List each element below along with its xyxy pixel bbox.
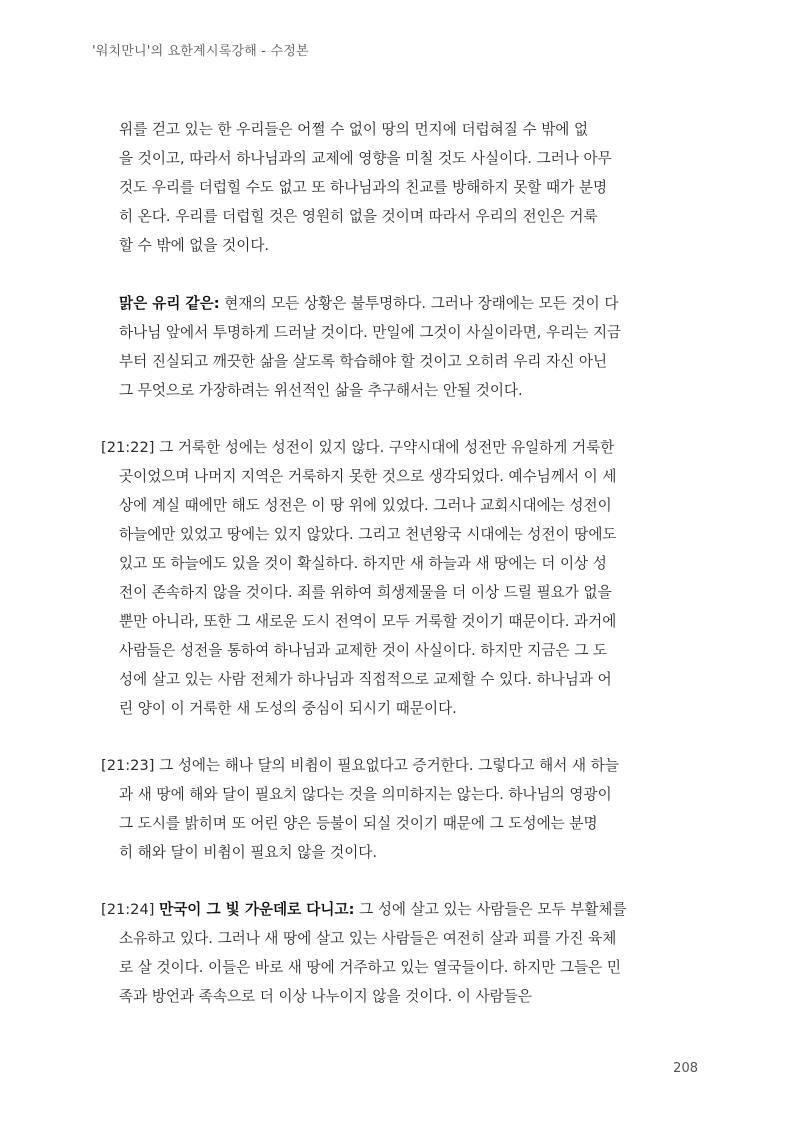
text-line: 하나님 앞에서 투명하게 드러날 것이다. 만일에 그것이 사실이라면, 우리는 지금 (119, 324, 622, 341)
text-line (119, 294, 618, 314)
text-line: 하늘에만 있었고 땅에는 있지 않았다. 그리고 천년왕국 시대에는 성전이 땅에도 (119, 526, 617, 543)
verse-ref: [21:24] (101, 901, 160, 918)
text-line: 히 온다. 우리를 더럽힐 것은 영원히 없을 것이며 따라서 우리의 전인은 거룩 (119, 208, 598, 225)
text-line: 위를 걷고 있는 한 우리들은 어쩔 수 없이 땅의 먼지에 더럽혀질 수 밖에 없 (119, 121, 589, 138)
text-line: 린 양이 이 거룩한 새 도성의 중심이 되시기 때문이다. (119, 700, 457, 717)
text-line (101, 900, 627, 920)
page-number: 208 (673, 1061, 698, 1076)
text-line: 것도 우리를 더럽힐 수도 없고 또 하나님과의 친교를 방해하지 못할 때가 분명 (119, 179, 608, 196)
text-line: 곳이었으며 나머지 지역은 거룩하지 못한 것으로 생각되었다. 예수님께서 이 세 (119, 468, 617, 485)
line-text: 현재의 모든 상황은 불투명하다. 그러나 장래에는 모든 것이 다 (219, 295, 619, 312)
text-line: 상에 계실 때에만 해도 성전은 이 땅 위에 있었다. 그러나 교회시대에는 성전이 (119, 497, 612, 514)
text-line: 있고 또 하늘에도 있을 것이 확실하다. 하지만 새 하늘과 새 땅에는 더 이상 성 (119, 555, 607, 572)
text-line: 뿐만 아니라, 또한 그 새로운 도시 전역이 모두 거룩할 것이기 때문이다. 과거에 (119, 613, 617, 630)
text-line: 소유하고 있다. 그러나 새 땅에 살고 있는 사람들은 여전히 살과 피를 가진 육체 (119, 930, 617, 947)
text-line: 과 새 땅에 해와 달이 필요치 않다는 것을 의미하지는 않는다. 하나님의 영광이 (119, 786, 612, 803)
text-line: [21:23] 그 성에는 해나 달의 비췸이 필요없다고 증거한다. 그렇다고 해서 새 하늘 (101, 757, 619, 774)
text-line: 족과 방언과 족속으로 더 이상 나누이지 않을 것이다. 이 사람들은 (119, 988, 532, 1005)
text-line: [21:22] 그 거룩한 성에는 성전이 있지 않다. 구약시대에 성전만 유일하게 거룩한 (101, 439, 615, 456)
text-line: 부터 진실되고 깨끗한 삶을 살도록 학습해야 할 것이고 오히려 우리 자신 아닌 (119, 353, 608, 370)
lead-term: 맑은 유리 같은: (119, 295, 220, 312)
text-line: 사람들은 성전을 통하여 하나님과 교제한 것이 사실이다. 하지만 지금은 그 도 (119, 642, 608, 659)
lead-term: 만국이 그 빛 가운데로 다니고: (159, 901, 355, 918)
text-line: 그 도시를 밝히며 또 어린 양은 등불이 되실 것이기 때문에 그 도성에는 분명 (119, 815, 598, 832)
running-header: '워치만니'의 요한계시록강해 - 수정본 (92, 44, 309, 59)
text-line: 할 수 밖에 없을 것이다. (119, 237, 270, 254)
text-line: 성에 살고 있는 사람 전체가 하나님과 직접적으로 교제할 수 있다. 하나님과 어 (119, 671, 612, 688)
text-line: 로 살 것이다. 이들은 바로 새 땅에 거주하고 있는 열국들이다. 하지만 그들은 민 (119, 959, 621, 976)
text-line: 그 무엇으로 가장하려는 위선적인 삶을 추구해서는 안될 것이다. (119, 382, 523, 399)
line-text: 그 성에 살고 있는 사람들은 모두 부활체를 (354, 901, 627, 918)
text-line: 을 것이고, 따라서 하나님과의 교제에 영향을 미칠 것도 사실이다. 그러나 아무 (119, 150, 612, 167)
text-line: 히 해와 달이 비췸이 필요치 않을 것이다. (119, 844, 378, 861)
text-line: 전이 존속하지 않을 것이다. 죄를 위하여 희생제물을 더 이상 드릴 필요가 없을 (119, 584, 612, 601)
